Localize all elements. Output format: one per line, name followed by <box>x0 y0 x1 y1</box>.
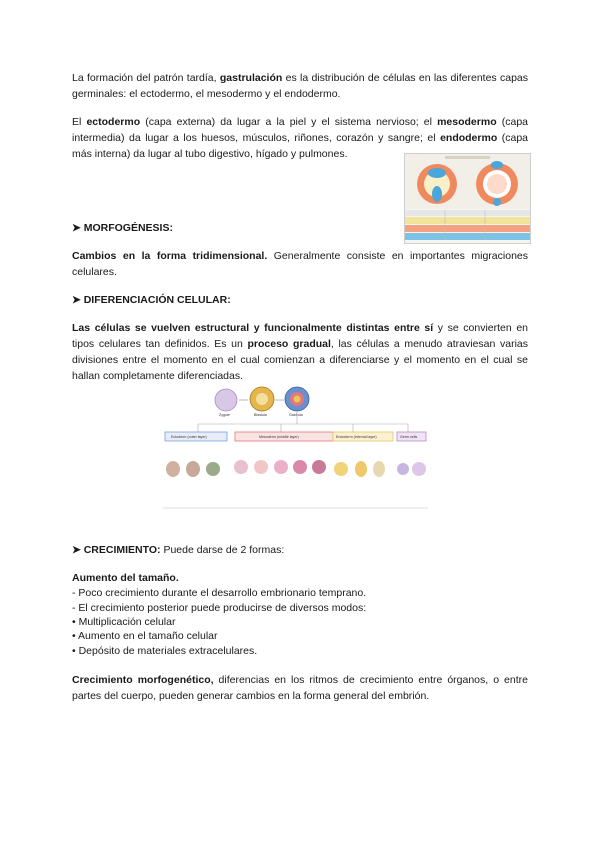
group-germ-cells: Germ cells <box>400 435 418 439</box>
zygote-cell <box>215 389 237 411</box>
endodermo-term: endodermo <box>440 132 498 144</box>
aumento-tamano-heading: Aumento del tamaño. <box>72 572 179 584</box>
intro-paragraph <box>72 70 528 102</box>
differentiated-cells-row <box>166 460 426 477</box>
mesodermo-term: mesodermo <box>437 116 497 128</box>
diferenciacion-paragraph <box>72 320 528 384</box>
crecimiento-heading: ➤ CRECIMIENTO: <box>72 544 161 556</box>
mesodermo-desc: (capa intermedia) da lugar a los huesos, músculos, riñones, corazón y sangre; el <box>72 116 528 144</box>
crecimiento-line-2: - El crecimiento posterior puede producirse de diversos modos: <box>72 602 367 614</box>
group-ectoderm: Ectoderm (outer layer) <box>171 435 207 439</box>
endodermo-desc: (capa más interna) da lugar al tubo digestivo, hígado y pulmones. <box>72 132 529 160</box>
intro-text: La formación del patrón tardía, <box>72 72 220 84</box>
stage-gastrula: Gastrula <box>289 413 303 417</box>
group-mesoderm: Mesoderm (middle layer) <box>259 435 299 439</box>
stage-zygote: Zygote <box>219 413 230 417</box>
ectodermo-term: ectodermo <box>86 116 141 128</box>
group-endoderm: Endoderm (internal layer) <box>336 435 377 439</box>
crecimiento-morfogenetico-paragraph <box>72 672 528 704</box>
differentiation-diagram <box>163 384 428 512</box>
differentiation-figure <box>163 384 428 512</box>
morfogenesis-definition: Cambios en la forma tridimensional. <box>72 250 268 262</box>
morfogenesis-heading: ➤ MORFOGÉNESIS: <box>72 222 173 234</box>
diferenciacion-text-rest: , las células a menudo atraviesan varias divisiones entre el momento en el cual comienzan a diferenciarse y el momento en el cual se hallan completamente diferenciadas. <box>72 338 528 382</box>
crecimiento-bullet-3: • Depósito de materiales extracelulares. <box>72 645 258 657</box>
proceso-gradual-term: proceso gradual <box>247 338 331 350</box>
stage-blastula: Blastula <box>254 413 267 417</box>
crecimiento-morfogenetico-term: Crecimiento morfogenético, <box>72 674 214 686</box>
diferenciacion-text: y se convierten en tipos celulares tan definidos. Es un <box>72 322 529 350</box>
ectodermo-desc: (capa externa) da lugar a la piel y el sistema nervioso; el <box>140 116 438 128</box>
intro-text-rest: es la distribución de células en las diferentes capas germinales: el ectodermo, el mesodermo y el endodermo. <box>72 72 528 100</box>
crecimiento-bullet-2: • Aumento en el tamaño celular <box>72 630 218 642</box>
diferenciacion-definition: Las células se vuelven estructural y funcionalmente distintas entre sí <box>72 322 434 334</box>
crecimiento-heading-rest: Puede darse de 2 formas: <box>160 544 285 556</box>
crecimiento-bullet-1: • Multiplicación celular <box>72 616 176 628</box>
morfogenesis-paragraph <box>72 248 528 280</box>
crecimiento-line-1: - Poco crecimiento durante el desarrollo embrionario temprano. <box>72 587 367 599</box>
layers-text: El <box>72 116 87 128</box>
crecimiento-heading-line <box>72 542 528 558</box>
crecimiento-morfogenetico-text: diferencias en los ritmos de crecimiento entre órganos, o entre partes del cuerpo, pueden generar cambios en la forma general del embrión. <box>72 674 528 702</box>
diferenciacion-heading: ➤ DIFERENCIACIÓN CELULAR: <box>72 294 231 306</box>
gastrulacion-term: gastrulación <box>219 72 283 84</box>
morfogenesis-text: Generalmente consiste en importantes migraciones celulares. <box>72 250 528 278</box>
